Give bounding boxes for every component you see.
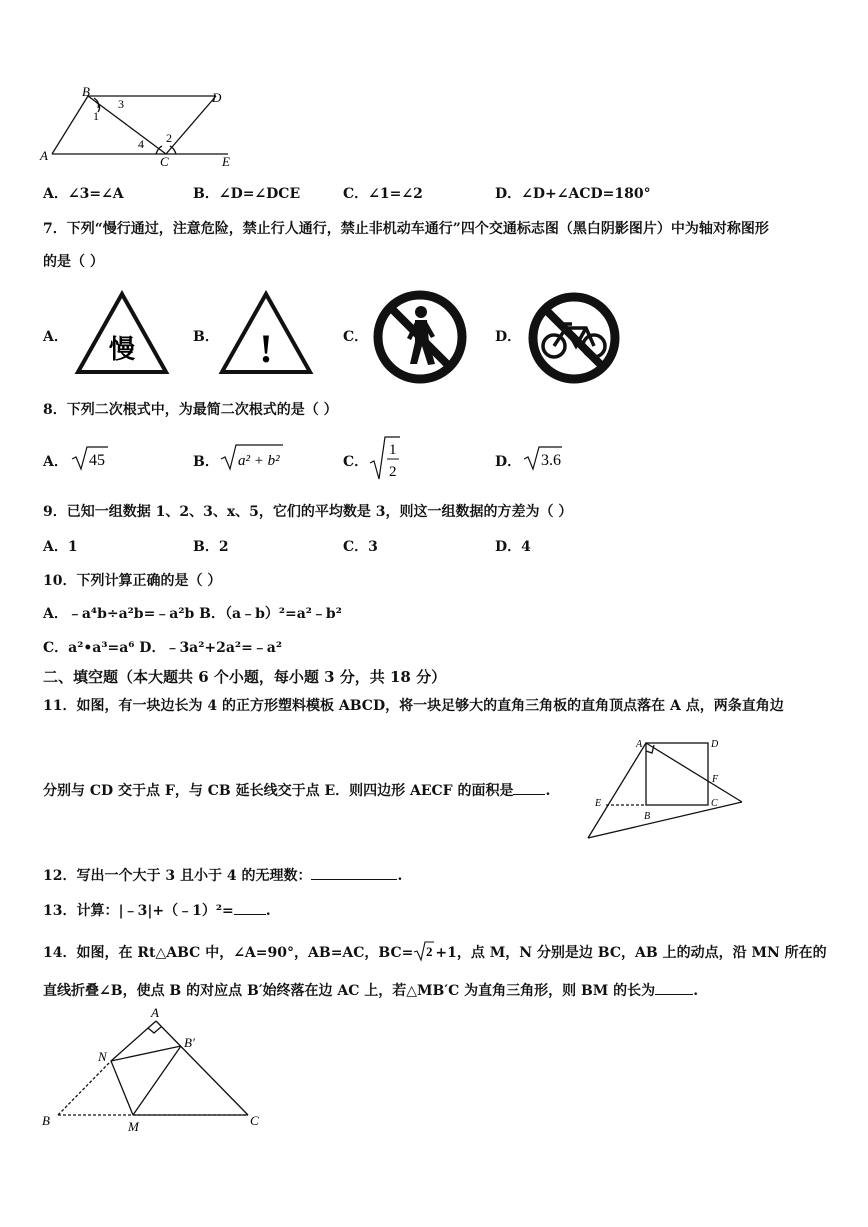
q14-period: . — [693, 983, 699, 999]
fig-top-angle-4: 4 — [138, 137, 144, 151]
fig-top-angle-3: 3 — [118, 97, 124, 111]
fig-top-angle-1: 1 — [93, 109, 99, 123]
fig14-label-A: A — [151, 1005, 159, 1020]
slow-sign-icon — [74, 290, 170, 376]
q6-option-c[interactable]: C．∠1=∠2 — [343, 186, 423, 202]
q8-sqrt-45 — [70, 443, 110, 473]
fig14-label-C: C — [250, 1113, 259, 1128]
q8-label-c[interactable]: C． — [343, 454, 369, 470]
q10-options-row2[interactable]: C．a²•a³=a⁶ D．﹣3a²+2a²=﹣a² — [43, 640, 282, 656]
q8-a-radicand: 45 — [89, 452, 105, 469]
q6-option-d[interactable]: D．∠D+∠ACD=180° — [495, 186, 651, 202]
fig-top-label-D: D — [212, 90, 222, 105]
fig-top-label-A: A — [40, 148, 48, 163]
q9-option-b[interactable]: B．2 — [193, 539, 229, 555]
q13-text: 13．计算：|﹣3|+（﹣1）²= — [43, 903, 234, 919]
q11-stem-line2-text: 分别与 CD 交于点 F，与 CB 延长线交于点 E．则四边形 AECF 的面积是 — [43, 783, 514, 799]
q7-stem-line2: 的是（ ） — [43, 254, 104, 270]
q9-option-c[interactable]: C．3 — [343, 539, 378, 555]
q12-answer-blank[interactable] — [311, 867, 397, 880]
q7-label-b[interactable]: B． — [193, 329, 219, 345]
q11-answer-blank[interactable] — [513, 782, 545, 795]
q8-label-d[interactable]: D． — [495, 454, 522, 470]
fig14-label-B: B — [42, 1113, 50, 1128]
q6-option-b[interactable]: B．∠D=∠DCE — [193, 186, 301, 202]
fig11-label-D: D — [711, 739, 719, 750]
fig11-label-B: B — [644, 811, 651, 822]
q9-option-a[interactable]: A．1 — [43, 539, 78, 555]
q8-sqrt-half — [368, 433, 402, 483]
q12-text: 12．写出一个大于 3 且小于 4 的无理数： — [43, 868, 312, 884]
q10-stem: 10．下列计算正确的是（ ） — [43, 573, 222, 589]
q8-label-a[interactable]: A． — [43, 454, 68, 470]
q8-sqrt-36 — [522, 443, 564, 473]
q7-label-d[interactable]: D． — [495, 329, 522, 345]
q13-stem — [43, 900, 271, 920]
q8-stem: 8．下列二次根式中，为最简二次根式的是（ ） — [43, 402, 338, 418]
q11-period: . — [545, 783, 551, 799]
q14-sqrt-2 — [413, 940, 435, 962]
q8-c-denominator: 2 — [389, 464, 397, 480]
q14-line2-text: 直线折叠∠B，使点 B 的对应点 B′始终落在边 AC 上，若△MB′C 为直角三角形，则 BM 的长为 — [43, 983, 656, 999]
q14-stem-line2 — [43, 980, 698, 1000]
q13-period: . — [265, 903, 271, 919]
no-bicycle-sign-icon — [526, 290, 622, 386]
q7-label-c[interactable]: C． — [343, 329, 369, 345]
figure-square-triangle — [582, 735, 748, 840]
danger-sign-text: ! — [259, 326, 273, 371]
fig-top-label-C: C — [160, 154, 169, 168]
figure-fold-triangle — [38, 1003, 266, 1137]
q10-options-row1[interactable]: A．﹣a⁴b÷a²b=﹣a²b B．（a﹣b）²=a²﹣b² — [43, 606, 342, 622]
q8-d-radicand: 3.6 — [541, 452, 561, 469]
q9-option-d[interactable]: D．4 — [495, 539, 531, 555]
slow-sign-text: 慢 — [108, 335, 136, 364]
figure-parallelogram — [38, 86, 238, 168]
q8-label-b[interactable]: B． — [193, 454, 219, 470]
danger-sign-icon — [218, 290, 314, 376]
q14-line1-a: 14．如图，在 Rt△ABC 中，∠A=90°，AB=AC，BC= — [43, 945, 414, 961]
q14-line1-b: +1，点 M，N 分别是边 BC，AB 上的动点，沿 MN 所在的 — [435, 945, 827, 961]
q7-label-a[interactable]: A． — [43, 329, 68, 345]
fig11-label-E: E — [595, 798, 602, 809]
q14-sqrt-radicand: 2 — [426, 944, 433, 959]
q6-option-a[interactable]: A．∠3=∠A — [43, 186, 124, 202]
q7-stem-line1: 7．下列“慢行通过，注意危险，禁止行人通行，禁止非机动车通行”四个交通标志图（黑白阴影图片）中为轴对称图形 — [43, 221, 769, 237]
q13-answer-blank[interactable] — [234, 902, 266, 915]
fig14-label-M: M — [128, 1119, 139, 1134]
fig-top-angle-2: 2 — [166, 131, 172, 145]
fig11-label-A: A — [636, 739, 643, 750]
q12-period: . — [397, 868, 403, 884]
q8-c-numerator: 1 — [389, 442, 397, 458]
q9-stem: 9．已知一组数据 1、2、3、x、5，它们的平均数是 3，则这一组数据的方差为（ ） — [43, 504, 573, 520]
q8-b-radicand: a² + b² — [238, 453, 280, 469]
no-pedestrian-sign-icon — [371, 288, 469, 386]
q12-stem — [43, 865, 402, 885]
q8-sqrt-a2b2 — [219, 441, 285, 473]
q14-stem-line1 — [43, 940, 827, 962]
fig14-label-N: N — [98, 1049, 107, 1064]
q11-stem-line1: 11．如图，有一块边长为 4 的正方形塑料模板 ABCD，将一块足够大的直角三角板的直角顶点落在 A 点，两条直角边 — [43, 698, 784, 714]
section-2-heading: 二、填空题（本大题共 6 个小题，每小题 3 分，共 18 分） — [43, 668, 447, 686]
q14-answer-blank[interactable] — [655, 982, 693, 995]
q11-stem-line2 — [43, 780, 550, 800]
fig14-label-Bprime: B′ — [184, 1035, 195, 1050]
fig11-label-F: F — [712, 774, 719, 785]
fig11-label-C: C — [711, 798, 718, 809]
fig-top-label-B: B — [82, 86, 90, 99]
fig-top-label-E: E — [222, 154, 230, 168]
